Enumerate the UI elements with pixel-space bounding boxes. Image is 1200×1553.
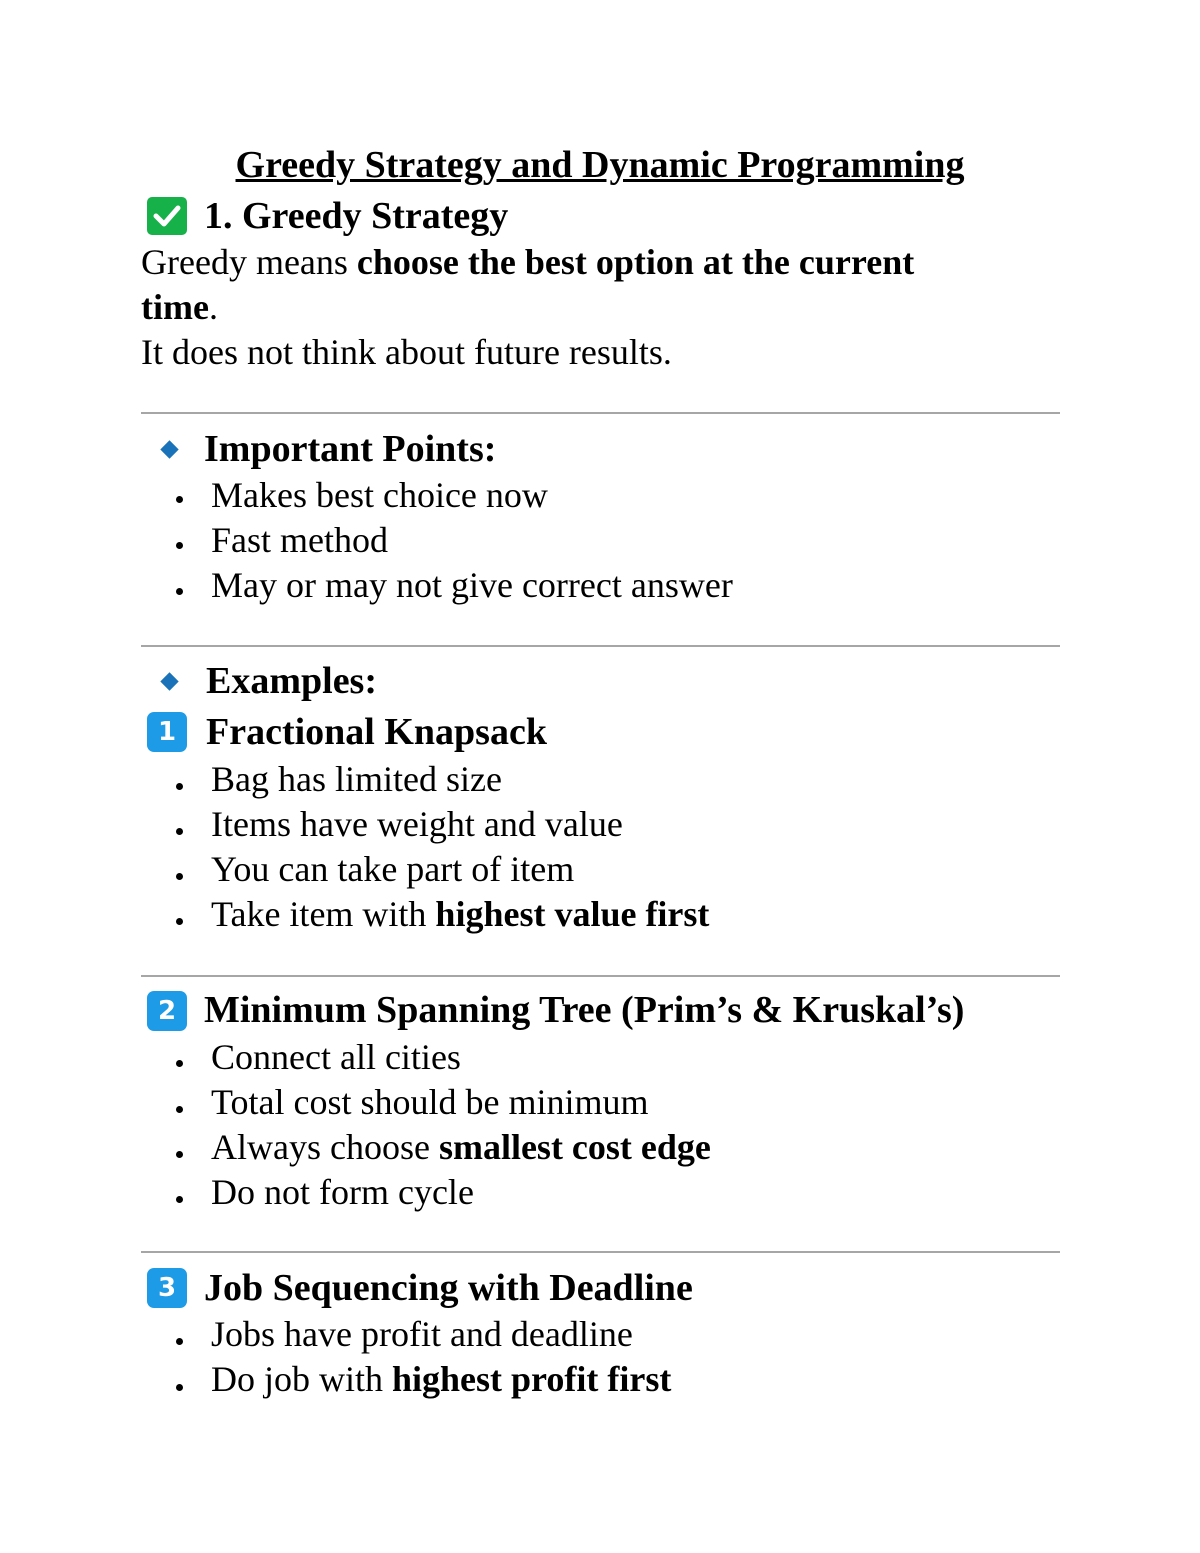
- list-item: Do job with highest profit first: [211, 1359, 672, 1399]
- bullet-icon: [176, 1106, 183, 1113]
- blue-diamond-icon: [160, 672, 178, 690]
- divider: [141, 975, 1060, 977]
- list-item: Always choose smallest cost edge: [211, 1127, 711, 1167]
- greedy-note: It does not think about future results.: [141, 332, 672, 372]
- greedy-definition-line1: Greedy means choose the best option at the current: [141, 242, 915, 282]
- bullet-icon: [176, 1151, 183, 1158]
- list-item: You can take part of item: [211, 849, 575, 889]
- divider: [141, 412, 1060, 414]
- list-item: May or may not give correct answer: [211, 565, 733, 605]
- bullet-icon: [176, 1060, 183, 1067]
- list-item: Makes best choice now: [211, 475, 548, 515]
- bullet-icon: [176, 588, 183, 595]
- fractional-knapsack-heading: Fractional Knapsack: [206, 711, 547, 753]
- divider: [141, 1251, 1060, 1253]
- divider: [141, 645, 1060, 647]
- keycap-three-icon: 3: [147, 1268, 187, 1308]
- bullet-icon: [176, 828, 183, 835]
- list-item: Do not form cycle: [211, 1172, 474, 1212]
- list-item: Bag has limited size: [211, 759, 502, 799]
- minimum-spanning-tree-heading: Minimum Spanning Tree (Prim’s & Kruskal’s): [204, 989, 965, 1031]
- bullet-icon: [176, 1196, 183, 1203]
- keycap-one-icon: 1: [147, 712, 187, 752]
- bullet-icon: [176, 1338, 183, 1345]
- important-points-heading: Important Points:: [204, 428, 497, 470]
- bullet-icon: [176, 1384, 183, 1391]
- bullet-icon: [176, 783, 183, 790]
- list-item: Connect all cities: [211, 1037, 461, 1077]
- list-item: Fast method: [211, 520, 388, 560]
- greedy-heading: 1. Greedy Strategy: [204, 195, 509, 237]
- check-box-icon: [147, 197, 187, 235]
- bullet-icon: [176, 873, 183, 880]
- document-title: Greedy Strategy and Dynamic Programming: [235, 144, 965, 186]
- blue-diamond-icon: [160, 440, 178, 458]
- bullet-icon: [176, 918, 183, 925]
- bullet-icon: [176, 496, 183, 503]
- list-item: Take item with highest value first: [211, 894, 710, 934]
- list-item: Jobs have profit and deadline: [211, 1314, 633, 1354]
- greedy-definition-line2: time.: [141, 287, 218, 327]
- keycap-two-icon: 2: [147, 991, 187, 1031]
- bullet-icon: [176, 542, 183, 549]
- list-item: Total cost should be minimum: [211, 1082, 649, 1122]
- job-sequencing-heading: Job Sequencing with Deadline: [204, 1267, 693, 1309]
- examples-heading: Examples:: [206, 660, 377, 702]
- list-item: Items have weight and value: [211, 804, 623, 844]
